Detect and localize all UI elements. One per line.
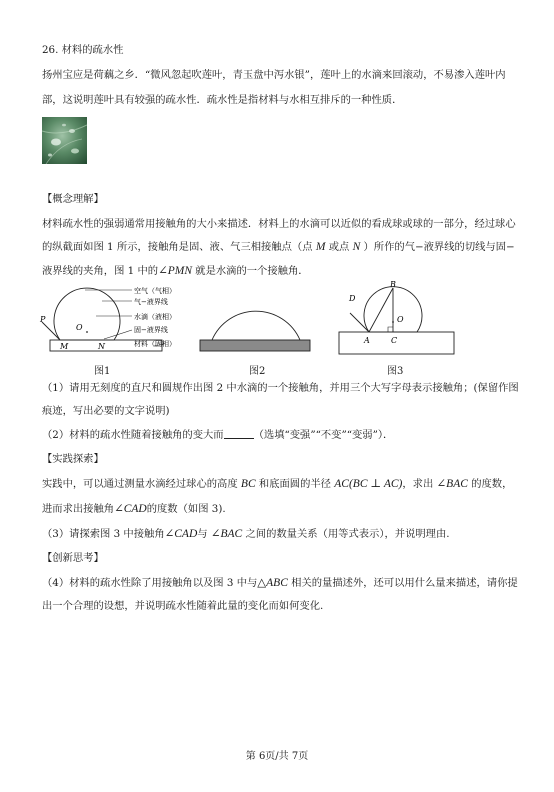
label-p: P (40, 315, 46, 324)
answer-blank[interactable] (224, 428, 254, 439)
question-number: 26. (42, 44, 59, 56)
intro-line-2: 部，这说明莲叶具有较强的疏水性．疏水性是指材料与水相互排斥的一种性质． (42, 94, 403, 106)
concept-line-1: 材料疏水性的强弱通常用接触角的大小来描述．材料上的水滴可以近似的看成球或球的一部分，经过球心 (42, 218, 516, 230)
concept-line-2-c: ）所作的气−液界线的切线与固− (363, 241, 515, 253)
figure-2 (196, 290, 316, 356)
concept-line-2-b: 或点 (328, 241, 350, 253)
practice-line-1-d: 的度数， (471, 478, 513, 490)
concept-line-2 (42, 240, 515, 254)
legend-gas-liquid: 气−液界线 (134, 298, 168, 306)
question-4-a: （4）材料的疏水性除了用接触角以及图 3 中与 (42, 577, 258, 589)
angle-pmn: ∠PMN (158, 265, 192, 277)
legend-solid-liquid: 固−液界线 (134, 326, 168, 334)
q3-angle-bac: ∠BAC (210, 528, 243, 540)
right-angle-mark (388, 327, 393, 332)
question-4-line-2: 出一个合理的设想，并说明疏水性随着此量的变化而如何变化. (42, 600, 324, 612)
page-footer: 第 6页/共 7页 (245, 751, 309, 762)
intro-line-1: 扬州宝应是荷藕之乡．“微风忽起吹莲叶，青玉盘中泻水银”，莲叶上的水滴来回滚动，不易渗入莲叶内 (42, 69, 506, 81)
label-b: B (390, 280, 396, 289)
practice-line-1-b: 和底面圆的半径 (258, 478, 331, 490)
question-1-line-2: 痕迹，写出必要的文字说明) (42, 405, 170, 417)
label-m: M (60, 342, 69, 351)
segment-bc-text: BC (240, 478, 256, 490)
angle-cad: ∠CAD (114, 503, 147, 515)
concept-line-2-a: 的纵截面如图 1 所示，接触角是固、液、气三相接触点（点 (42, 241, 313, 253)
question-4-line-1 (42, 576, 518, 590)
practice-line-2-b: 的度数（如图 3). (146, 503, 226, 515)
practice-line-2-a: 进而求出接触角 (42, 503, 115, 515)
label-c: C (391, 336, 398, 345)
label-o: O (397, 315, 404, 324)
practice-heading: 【实践探索】 (42, 453, 104, 465)
figure-1-caption: 图1 (94, 366, 111, 377)
figure-1 (38, 284, 198, 356)
concept-line-3-a: 液界线的夹角，图 1 中的 (42, 265, 159, 277)
question-3-c: 之间的数量关系（用等式表示），并说明理由. (245, 528, 450, 540)
practice-line-1-c: ，求出 (402, 478, 434, 490)
figure-3-caption: 图3 (387, 366, 404, 377)
innovation-heading: 【创新思考】 (42, 552, 104, 564)
practice-line-1-a: 实践中，可以通过测量水滴经过球心的高度 (42, 478, 238, 490)
q3-angle-cad: ∠CAD (164, 528, 198, 540)
label-a: A (364, 336, 370, 345)
tangent-line (42, 322, 60, 340)
triangle-abc: △ABC (257, 577, 288, 589)
question-3-b: 与 (197, 528, 208, 540)
question-2-a: （2）材料的疏水性随着接触角的变大而 (42, 429, 224, 441)
figure-2-caption: 图2 (249, 366, 266, 377)
lotus-leaf-photo (42, 117, 87, 164)
drop-arc (212, 311, 300, 340)
label-d: D (349, 294, 356, 303)
question-title: 材料的疏水性 (61, 44, 124, 56)
angle-bac: ∠BAC (436, 478, 468, 490)
material-block (200, 340, 310, 351)
legend-air: 空气（气相） (134, 287, 176, 295)
question-header (42, 43, 123, 57)
point-m: M (315, 241, 326, 253)
point-n: N (352, 241, 361, 253)
tangent-ad (350, 313, 369, 332)
practice-line-2 (42, 502, 226, 516)
question-4-b: 相关的量描述外，还可以用什么量来描述，请你提 (291, 577, 518, 589)
question-3-a: （3）请探索图 3 中接触角 (42, 528, 165, 540)
center-point (392, 321, 394, 323)
question-1-line-1: （1）请用无刻度的直尺和圆规作出图 2 中水滴的一个接触角，并用三个大写字母表示接触角；(保留作图 (42, 382, 519, 394)
legend-material: 材料（固相） (134, 340, 176, 348)
figure-3 (330, 279, 460, 357)
label-n: N (98, 342, 105, 351)
legend-water: 水滴（液相） (134, 313, 176, 321)
concept-line-3 (42, 264, 309, 278)
question-2 (42, 428, 393, 442)
ac-condition: AC(BC ⊥ AC) (334, 478, 403, 490)
label-o: O (76, 323, 83, 332)
center-point (86, 331, 88, 333)
question-3 (42, 527, 450, 541)
concept-line-3-b: 就是水滴的一个接触角． (195, 265, 309, 277)
concept-heading: 【概念理解】 (42, 193, 104, 205)
question-2-b: （选填“变强”“不变”“变弱”）． (253, 429, 394, 441)
practice-line-1 (42, 477, 512, 491)
